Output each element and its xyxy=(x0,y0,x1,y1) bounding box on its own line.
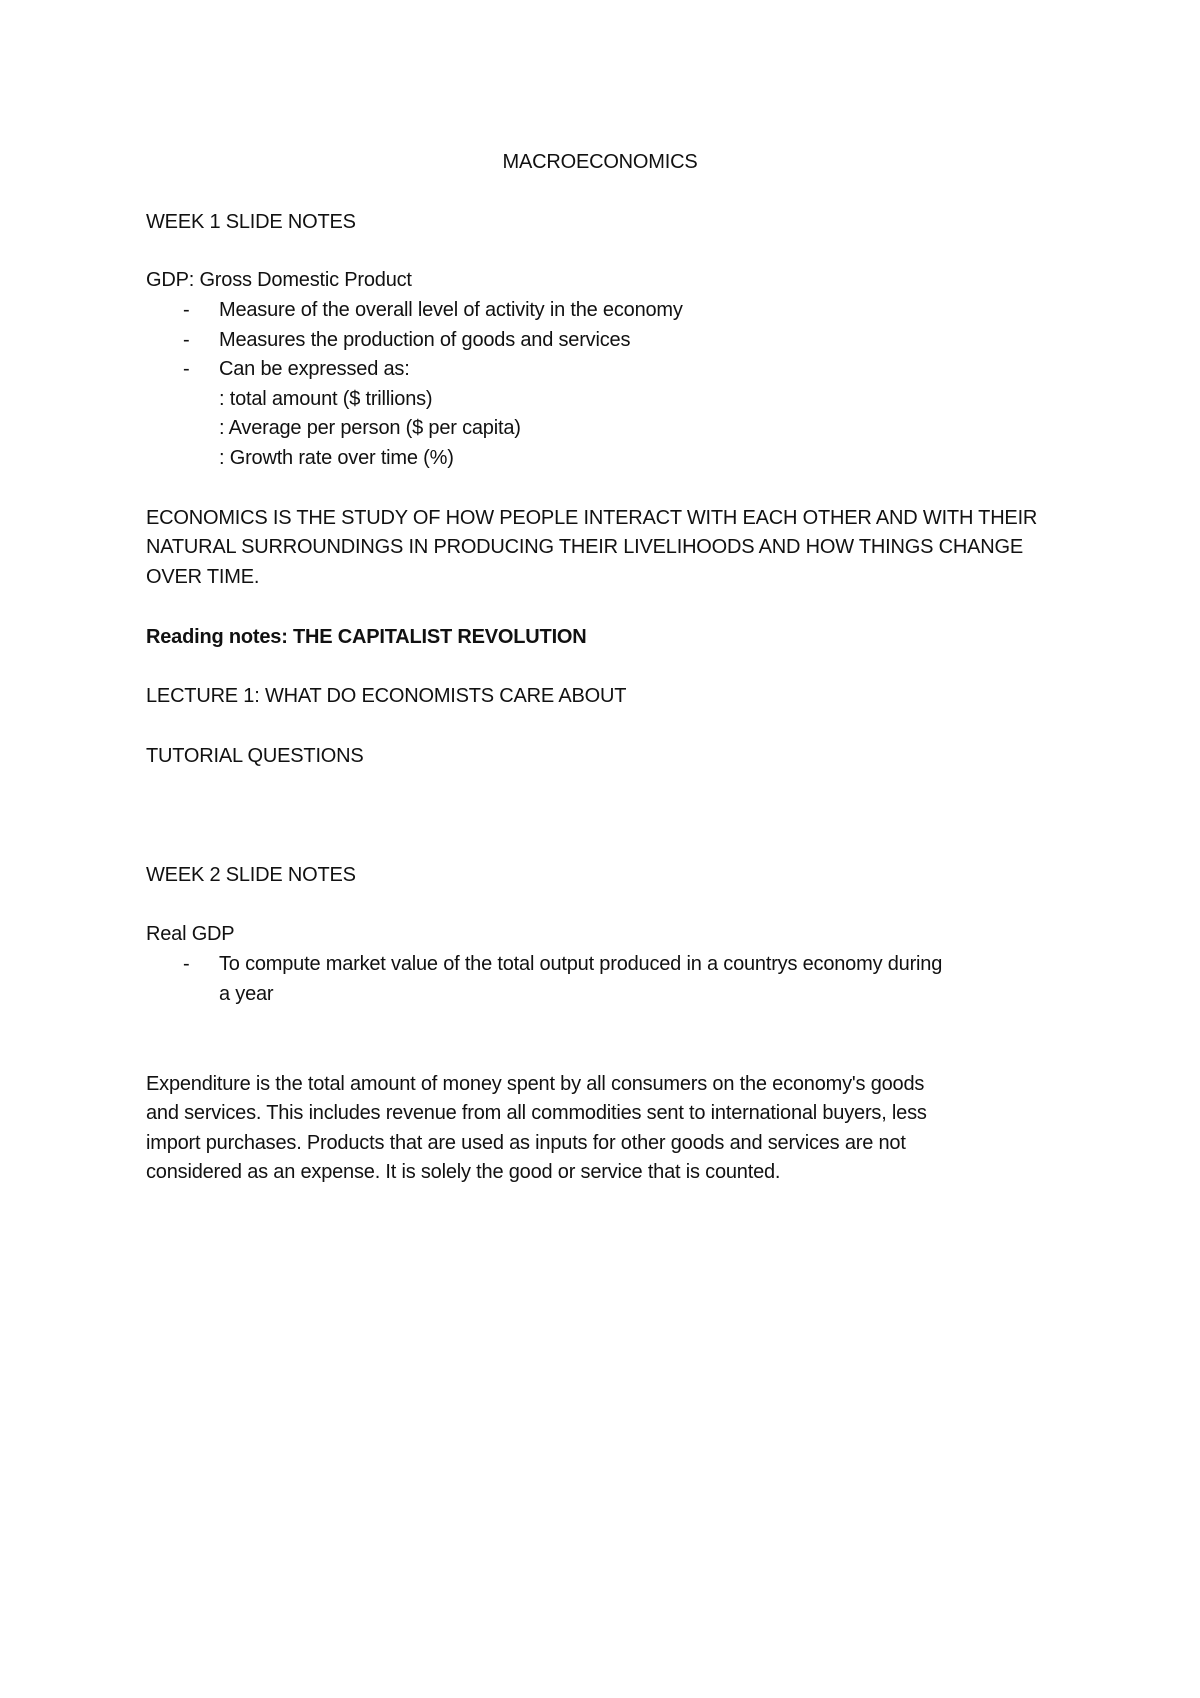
gdp-heading: GDP: Gross Domestic Product xyxy=(146,269,412,291)
gdp-bullet-1: Measure of the overall level of activity in the economy xyxy=(219,299,683,321)
week2-heading: WEEK 2 SLIDE NOTES xyxy=(146,864,356,886)
week1-heading: WEEK 1 SLIDE NOTES xyxy=(146,211,356,233)
lecture-1-title: LECTURE 1: WHAT DO ECONOMISTS CARE ABOUT xyxy=(146,685,627,707)
document-title: MACROECONOMICS xyxy=(502,151,698,173)
expenditure-paragraph-line-3: import purchases. Products that are used as inputs for other goods and services are not xyxy=(146,1132,906,1154)
bullet-dash: - xyxy=(183,299,190,321)
expenditure-paragraph-line-1: Expenditure is the total amount of money spent by all consumers on the economy's goods xyxy=(146,1073,925,1095)
gdp-sub-item-2: : Average per person ($ per capita) xyxy=(219,417,521,439)
economics-definition-line-3: OVER TIME. xyxy=(146,566,260,588)
real-gdp-bullet-line-2: a year xyxy=(219,983,274,1005)
gdp-sub-item-3: : Growth rate over time (%) xyxy=(219,447,454,469)
real-gdp-heading: Real GDP xyxy=(146,923,235,945)
gdp-bullet-3: Can be expressed as: xyxy=(219,358,410,380)
expenditure-paragraph-line-4: considered as an expense. It is solely the good or service that is counted. xyxy=(146,1161,781,1183)
bullet-dash: - xyxy=(183,953,190,975)
gdp-bullet-2: Measures the production of goods and services xyxy=(219,329,631,351)
bullet-dash: - xyxy=(183,358,190,380)
economics-definition-line-2: NATURAL SURROUNDINGS IN PRODUCING THEIR LIVELIHOODS AND HOW THINGS CHANGE xyxy=(146,536,1023,558)
reading-notes: Reading notes: THE CAPITALIST REVOLUTION xyxy=(146,626,587,648)
tutorial-questions: TUTORIAL QUESTIONS xyxy=(146,745,364,767)
gdp-sub-item-1: : total amount ($ trillions) xyxy=(219,388,433,410)
expenditure-paragraph-line-2: and services. This includes revenue from all commodities sent to international buyers, less xyxy=(146,1102,927,1124)
bullet-dash: - xyxy=(183,329,190,351)
economics-definition-line-1: ECONOMICS IS THE STUDY OF HOW PEOPLE INTERACT WITH EACH OTHER AND WITH THEIR xyxy=(146,507,1038,529)
real-gdp-bullet-line-1: To compute market value of the total output produced in a countrys economy during xyxy=(219,953,943,975)
